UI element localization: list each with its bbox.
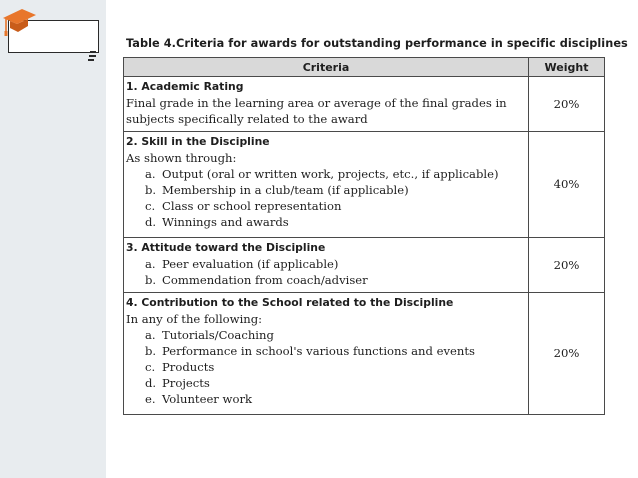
subitem-letter: c. bbox=[145, 199, 156, 214]
left-sidebar-band bbox=[0, 0, 106, 478]
subitem-letter: e. bbox=[145, 391, 156, 406]
graduation-cap-icon bbox=[0, 4, 38, 42]
subitem-text: Commendation from coach/adviser bbox=[162, 272, 368, 287]
criteria-subitem bbox=[126, 166, 528, 182]
table-header-row bbox=[124, 58, 605, 77]
subitem-letter: c. bbox=[145, 359, 156, 374]
criteria-description: subjects specifically related to the award bbox=[126, 112, 368, 126]
subitem-letter: d. bbox=[145, 375, 157, 390]
criteria-table bbox=[123, 57, 605, 415]
subitem-text: Products bbox=[162, 359, 215, 374]
criteria-subitem bbox=[126, 214, 528, 230]
table-row bbox=[124, 77, 605, 132]
subitem-text: Volunteer work bbox=[162, 391, 253, 406]
subitem-letter: d. bbox=[145, 215, 157, 230]
table-title: Table 4.Criteria for awards for outstanding performance in specific disciplines bbox=[126, 37, 628, 50]
subitem-text: Peer evaluation (if applicable) bbox=[162, 256, 339, 271]
criteria-cell bbox=[124, 237, 529, 292]
subitem-letter: a. bbox=[145, 167, 156, 182]
subitem-letter: a. bbox=[145, 256, 156, 271]
criteria-subitem bbox=[126, 198, 528, 214]
subitem-text: Projects bbox=[162, 375, 210, 390]
criteria-description: In any of the following: bbox=[126, 311, 263, 326]
criteria-cell bbox=[124, 132, 529, 237]
subitem-text: Winnings and awards bbox=[162, 215, 289, 230]
subitem-text: Tutorials/Coaching bbox=[162, 327, 274, 342]
subitem-text: Performance in school's various functions and events bbox=[162, 343, 475, 358]
subitem-letter: a. bbox=[145, 327, 156, 342]
weight-cell: 20% bbox=[529, 77, 605, 132]
criteria-subitem bbox=[126, 343, 528, 359]
criteria-description: Final grade in the learning area or average of the final grades in bbox=[126, 96, 507, 110]
weight-cell: 20% bbox=[529, 292, 605, 414]
criteria-subitem bbox=[126, 272, 528, 288]
table-row bbox=[124, 292, 605, 414]
logo-mark-icon bbox=[88, 50, 98, 64]
criteria-subitem bbox=[126, 391, 528, 407]
criteria-cell bbox=[124, 292, 529, 414]
subitem-letter: b. bbox=[145, 272, 157, 287]
criteria-heading: 1. Academic Rating bbox=[126, 80, 244, 93]
subitem-letter: b. bbox=[145, 343, 157, 358]
table-row bbox=[124, 132, 605, 237]
criteria-subitem bbox=[126, 182, 528, 198]
subitem-letter: b. bbox=[145, 183, 157, 198]
criteria-heading: 2. Skill in the Discipline bbox=[126, 135, 270, 149]
subitem-text: Output (oral or written work, projects, etc., if applicable) bbox=[162, 167, 499, 182]
criteria-heading: 3. Attitude toward the Discipline bbox=[126, 240, 326, 254]
criteria-subitem bbox=[126, 359, 528, 375]
criteria-subitem bbox=[126, 327, 528, 343]
table-body bbox=[124, 77, 605, 415]
criteria-subitem bbox=[126, 375, 528, 391]
subitem-text: Class or school representation bbox=[162, 199, 342, 214]
weight-column-header: Weight bbox=[529, 58, 605, 77]
criteria-cell bbox=[124, 77, 529, 132]
weight-cell: 40% bbox=[529, 132, 605, 237]
table-row bbox=[124, 237, 605, 292]
criteria-heading: 4. Contribution to the School related to the Discipline bbox=[126, 295, 454, 309]
weight-cell: 20% bbox=[529, 237, 605, 292]
criteria-column-header: Criteria bbox=[124, 58, 529, 77]
criteria-subitem bbox=[126, 256, 528, 272]
subitem-text: Membership in a club/team (if applicable) bbox=[162, 183, 409, 198]
criteria-description: As shown through: bbox=[126, 151, 237, 166]
